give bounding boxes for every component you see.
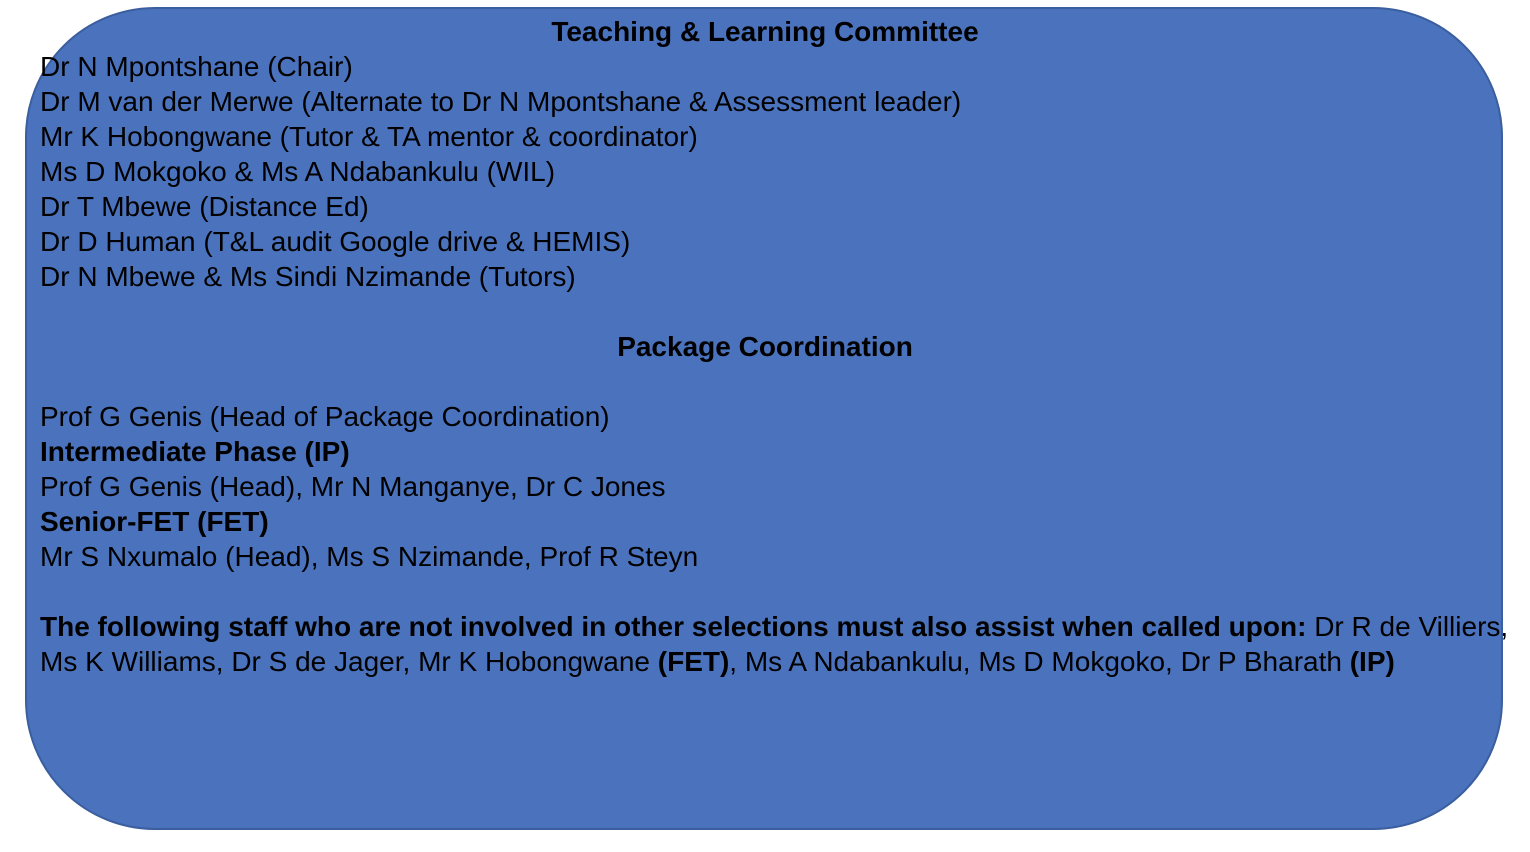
- committee-member: Mr K Hobongwane (Tutor & TA mentor & coordinator): [40, 121, 698, 152]
- fet-tag: (FET): [657, 646, 730, 677]
- package-head-line: Prof G Genis (Head of Package Coordination): [40, 401, 610, 432]
- assist-names-1: Dr R de Villiers, Ms K Williams, Dr S de Jager, Mr K Hobongwane: [40, 611, 1509, 677]
- document-text: [40, 14, 1510, 679]
- committee-heading: Teaching & Learning Committee: [551, 16, 979, 47]
- ip-members: Prof G Genis (Head), Mr N Manganye, Dr C Jones: [40, 471, 666, 502]
- spacer: [40, 574, 1510, 609]
- committee-member: Ms D Mokgoko & Ms A Ndabankulu (WIL): [40, 156, 556, 187]
- committee-member: Dr T Mbewe (Distance Ed): [40, 191, 369, 222]
- assist-names-2: , Ms A Ndabankulu, Ms D Mokgoko, Dr P Bharath: [729, 646, 1350, 677]
- committee-member: Dr D Human (T&L audit Google drive & HEMIS): [40, 226, 631, 257]
- ip-tag: (IP): [1349, 646, 1395, 677]
- package-heading: Package Coordination: [617, 331, 913, 362]
- assist-lead: The following staff who are not involved in other selections must also assist when called upon:: [40, 611, 1307, 642]
- committee-member: Dr N Mpontshane (Chair): [40, 51, 353, 82]
- assist-paragraph: [40, 609, 1510, 679]
- ip-title: Intermediate Phase (IP): [40, 436, 350, 467]
- committee-member: Dr N Mbewe & Ms Sindi Nzimande (Tutors): [40, 261, 576, 292]
- committee-member: Dr M van der Merwe (Alternate to Dr N Mpontshane & Assessment leader): [40, 86, 962, 117]
- spacer: [40, 364, 1510, 399]
- fet-members: Mr S Nxumalo (Head), Ms S Nzimande, Prof R Steyn: [40, 541, 699, 572]
- fet-title: Senior-FET (FET): [40, 506, 269, 537]
- spacer: [40, 294, 1510, 329]
